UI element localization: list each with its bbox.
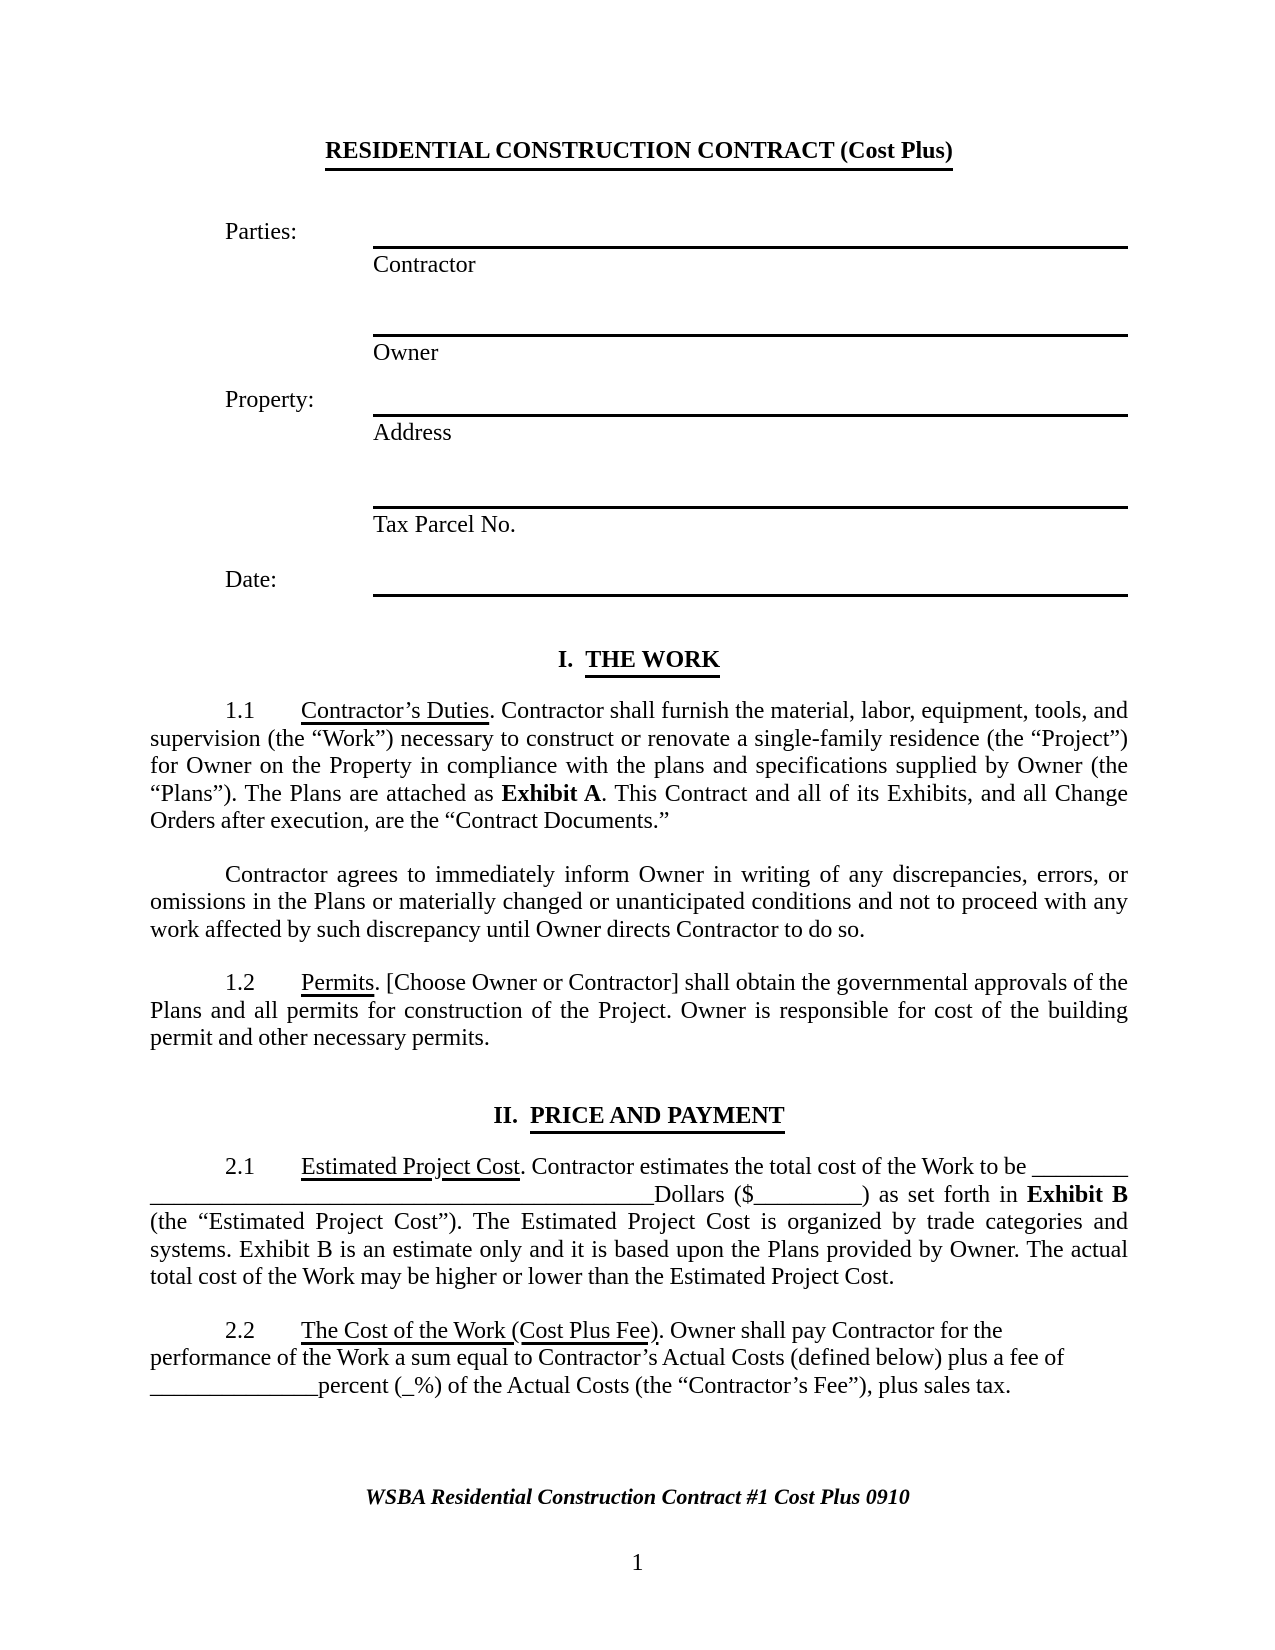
page-number: 1 xyxy=(631,1550,644,1576)
clause-title: The Cost of the Work (Cost Plus Fee) xyxy=(301,1317,659,1344)
field-sublabel-owner: Owner xyxy=(373,339,439,366)
clause-number: 1.2 xyxy=(225,970,255,996)
section-title: PRICE AND PAYMENT xyxy=(530,1103,785,1134)
text-run: . [Choose Owner or Contractor] shall obtain the governmental approvals of the Plans and all permits for construction of the Project. Owner is responsible for cost of the building permit and other necessary permits. xyxy=(150,970,1128,1051)
field-sublabel-tax-parcel: Tax Parcel No. xyxy=(373,511,516,538)
text-run: . Owner shall pay Contractor for the performance of the Work a sum equal to Contractor’s Actual Costs (defined below) plus a fee of xyxy=(150,1317,1065,1371)
field-group-contractor xyxy=(150,215,1128,279)
clause-2-2-cost-of-the-work xyxy=(150,1318,1128,1401)
text-run: . Contractor shall furnish the material, labor, equipment, tools, and supervision (the “Work”) necessary to construct or renovate a single-family residence (the “Project”) for Owner on the Property in compliance with the plans and specifications supplied by Owner (the “Plans”). The Plans are attached as xyxy=(150,698,1128,807)
field-row xyxy=(150,215,1128,249)
clause-title: Estimated Project Cost xyxy=(301,1154,520,1180)
section-title: THE WORK xyxy=(585,647,720,678)
bold-text: Exhibit B xyxy=(1026,1181,1128,1208)
field-row xyxy=(150,383,1128,417)
fill-in-blank[interactable]: ________ xyxy=(1032,1154,1128,1180)
parties-property-date-block xyxy=(150,215,1128,597)
fill-in-blank[interactable]: ______________ xyxy=(150,1372,318,1399)
field-group-address xyxy=(150,383,1128,447)
clause-number: 1.1 xyxy=(225,698,255,724)
contractor-input-line[interactable] xyxy=(373,212,1128,249)
section-heading-price-and-payment xyxy=(150,1103,1128,1131)
clause-title: Contractor’s Duties xyxy=(301,698,490,724)
field-label-date: Date: xyxy=(225,567,277,593)
fill-in-blank[interactable]: _ xyxy=(402,1372,415,1399)
section-numeral: II. xyxy=(493,1102,530,1129)
section-numeral: I. xyxy=(557,646,586,673)
text-run: ) as set forth in xyxy=(861,1181,1027,1208)
field-group-tax-parcel xyxy=(150,475,1128,539)
text-run: percent ( xyxy=(318,1372,403,1399)
para-discrepancies-notice xyxy=(150,862,1128,945)
owner-input-line[interactable] xyxy=(373,300,1128,337)
clause-1-2-permits xyxy=(150,970,1128,1053)
field-row xyxy=(150,475,1128,509)
fill-in-blank[interactable]: __________________________________________ xyxy=(150,1181,654,1208)
field-group-owner xyxy=(150,303,1128,367)
document-title xyxy=(150,138,1128,171)
section-heading-the-work xyxy=(150,647,1128,675)
field-row xyxy=(150,303,1128,337)
text-run: . This Contract and all of its Exhibits, and all Change Orders after execution, are the “Contract Documents.” xyxy=(150,780,1129,834)
clause-number: 2.2 xyxy=(225,1317,255,1344)
footer-form-identifier: WSBA Residential Construction Contract #1 Cost Plus 0910 xyxy=(365,1484,910,1509)
fill-in-blank[interactable]: _________ xyxy=(753,1181,862,1208)
field-label-empty xyxy=(150,335,373,337)
field-label-parties: Parties: xyxy=(225,219,297,245)
clause-1-1-contractors-duties xyxy=(150,698,1128,836)
text-run: (the “Estimated Project Cost”). The Estimated Project Cost is organized by trade categories and systems. Exhibit B is an estimate only and it is based upon the Plans provided by Owner. The actual total cost of the Work may be higher or lower than the Estimated Project Cost. xyxy=(150,1209,1128,1290)
clause-number: 2.1 xyxy=(225,1154,255,1180)
field-row xyxy=(150,563,1128,597)
document-body xyxy=(150,647,1128,1401)
date-input-line[interactable] xyxy=(373,560,1128,597)
text-run: %) of the Actual Costs (the “Contractor’s Fee”), plus sales tax. xyxy=(414,1372,1012,1399)
bold-text: Exhibit A xyxy=(501,780,602,807)
address-input-line[interactable] xyxy=(373,380,1128,417)
field-sublabel-contractor: Contractor xyxy=(373,251,476,278)
text-run: . Contractor estimates the total cost of the Work to be xyxy=(519,1154,1032,1180)
clause-2-1-estimated-project-cost xyxy=(150,1154,1128,1292)
field-group-date xyxy=(150,563,1128,597)
field-label-empty xyxy=(150,507,373,509)
clause-title: Permits xyxy=(301,970,375,996)
text-run: Dollars ($ xyxy=(654,1181,754,1208)
text-run: Contractor agrees to immediately inform Owner in writing of any discrepancies, errors, or omissions in the Plans or materially changed or unanticipated conditions and not to proceed with any work affected by such discrepancy until Owner directs Contractor to do so. xyxy=(150,861,1128,943)
field-sublabel-address: Address xyxy=(373,419,452,446)
tax-parcel-input-line[interactable] xyxy=(373,472,1128,509)
field-label-property: Property: xyxy=(225,387,315,413)
document-title-text: RESIDENTIAL CONSTRUCTION CONTRACT (Cost Plus) xyxy=(325,138,953,171)
